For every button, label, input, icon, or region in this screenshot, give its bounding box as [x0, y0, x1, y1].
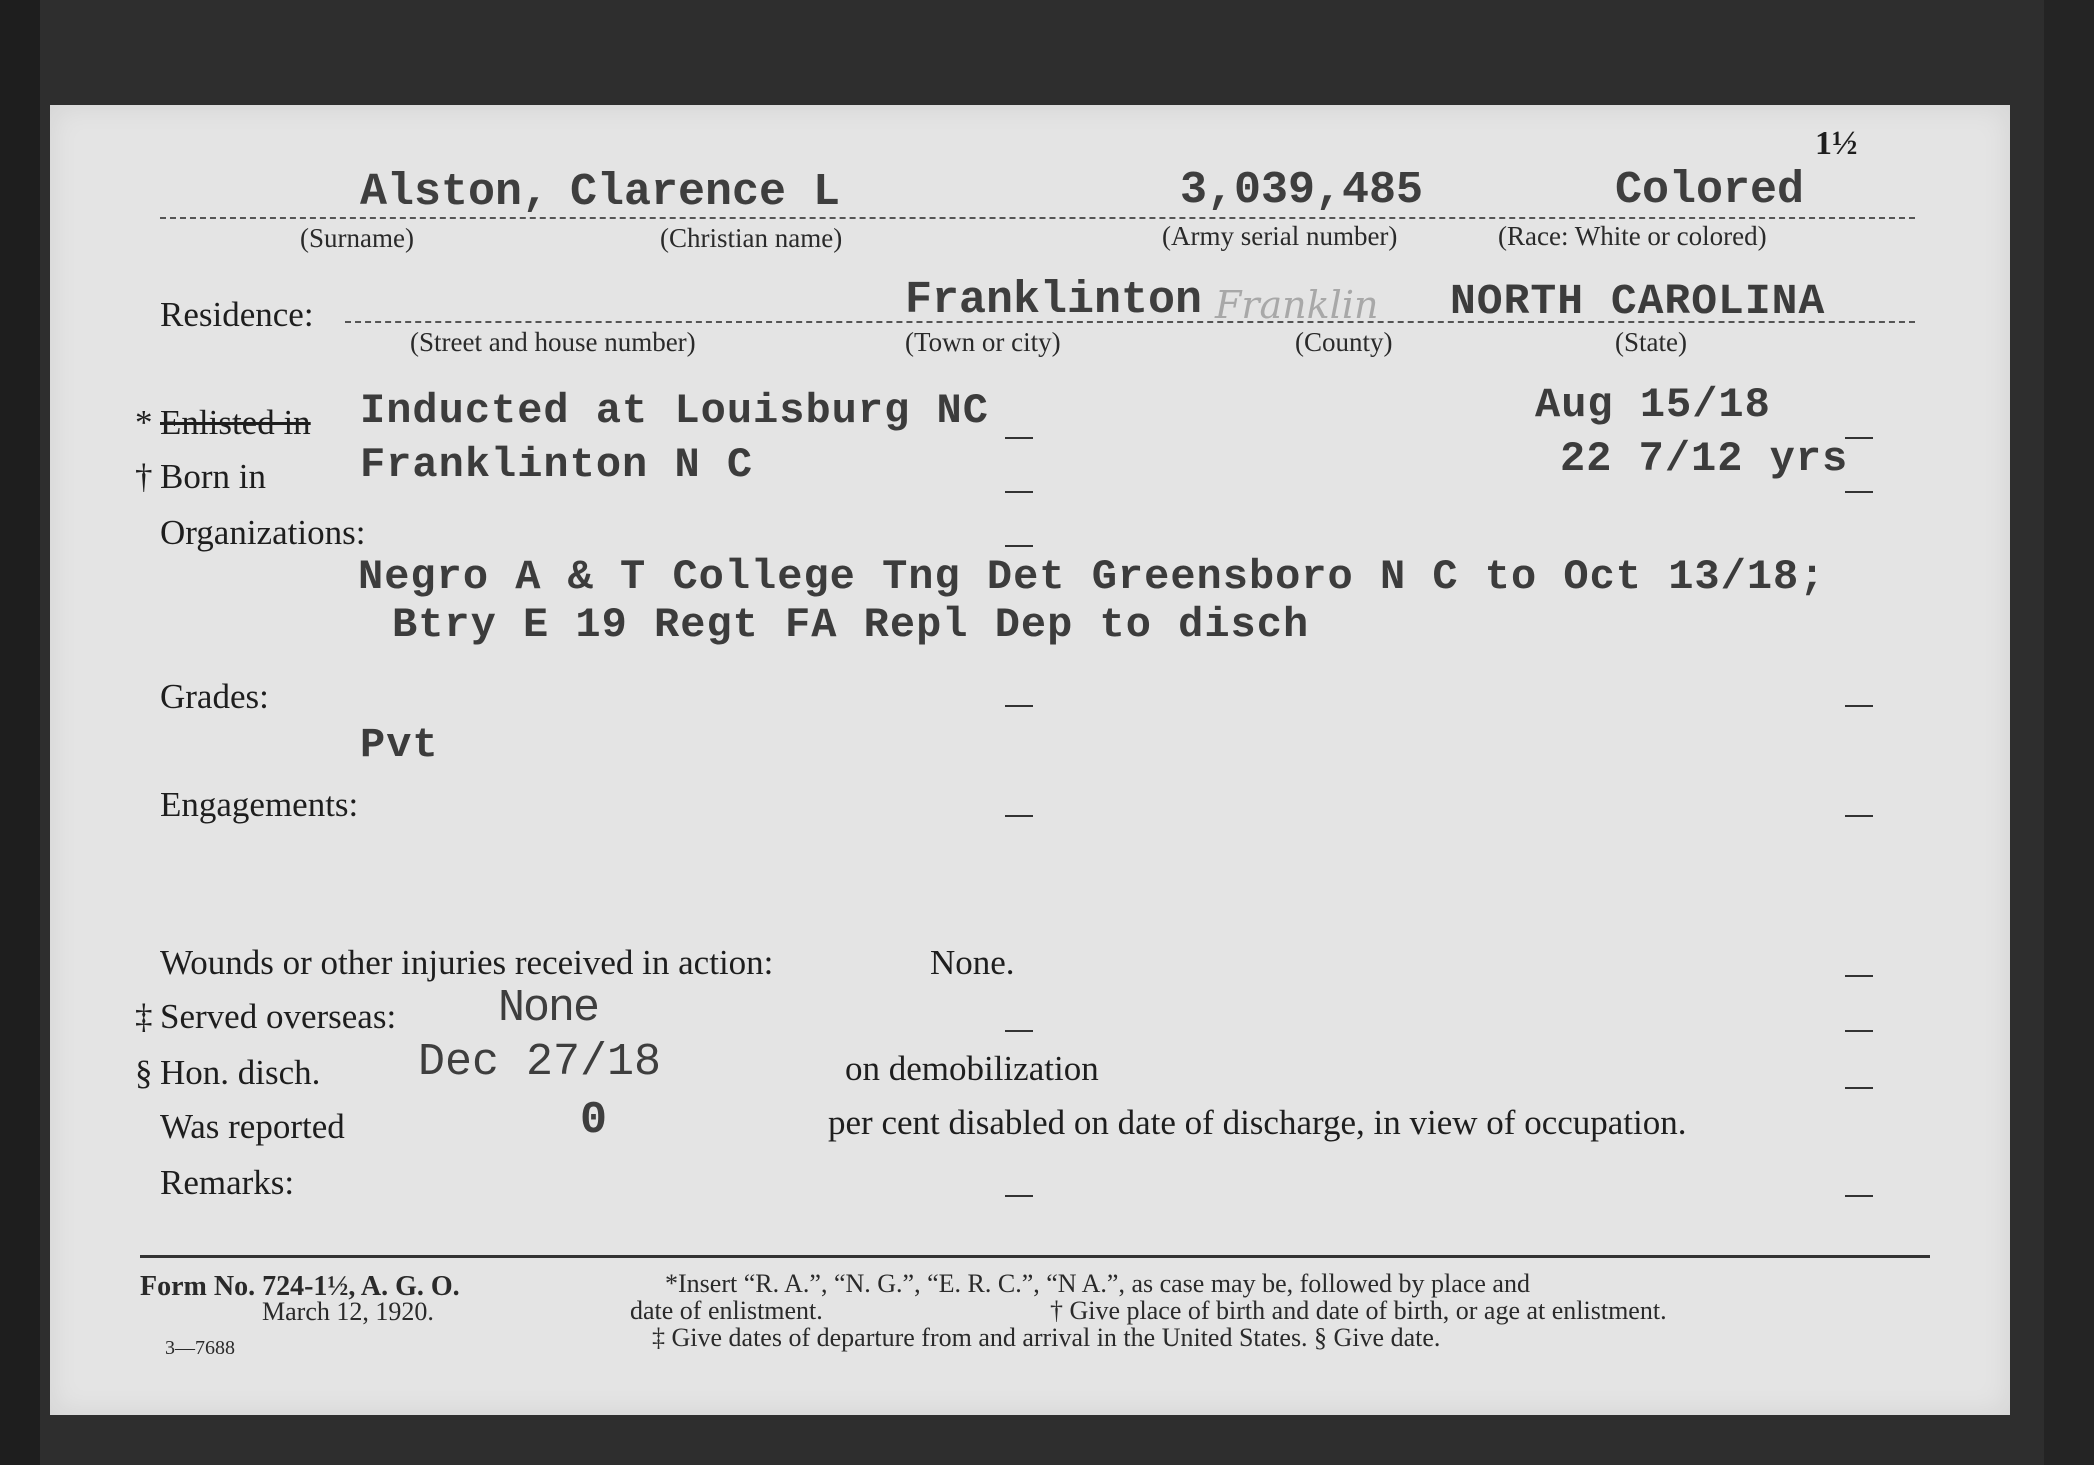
dash-mark: [1845, 705, 1873, 707]
reported-percent-value: 0: [580, 1095, 608, 1146]
discharge-date-value: Dec 27/18: [418, 1037, 662, 1088]
discharge-reason: on demobilization: [845, 1049, 1099, 1088]
born-age-value: 22 7/12 yrs: [1560, 435, 1849, 483]
wounds-value: None.: [930, 943, 1015, 982]
enlisted-label: Enlisted in: [160, 403, 311, 442]
street-caption: (Street and house number): [410, 327, 696, 357]
footnote-line-2b: † Give place of birth and date of birth, or age at enlistment.: [1050, 1296, 1667, 1325]
enlisted-marker: *: [135, 403, 153, 442]
overseas-value: None: [498, 983, 599, 1034]
dash-mark: [1005, 1030, 1033, 1032]
dash-mark: [1845, 437, 1873, 439]
dash-mark: [1005, 1195, 1033, 1197]
race-value: Colored: [1615, 165, 1805, 216]
residence-town-value: Franklinton: [905, 275, 1203, 326]
dash-mark: [1845, 1087, 1873, 1089]
christian-name-value: Clarence L: [570, 167, 841, 218]
footnote-line-2a: date of enlistment.: [630, 1296, 823, 1325]
footnote-line-1: *Insert “R. A.”, “N. G.”, “E. R. C.”, “N A.”, as case may be, followed by place and: [665, 1269, 1530, 1298]
enlisted-date-value: Aug 15/18: [1535, 381, 1771, 429]
wounds-label: Wounds or other injuries received in action:: [160, 943, 774, 982]
enlisted-value: Inducted at Louisburg NC: [360, 387, 989, 435]
residence-state-value: NORTH CAROLINA: [1450, 277, 1826, 326]
overseas-label: Served overseas:: [160, 997, 397, 1036]
dash-mark: [1845, 1030, 1873, 1032]
overseas-marker: ‡: [135, 997, 153, 1036]
grades-label: Grades:: [160, 677, 269, 716]
print-code: 3—7688: [165, 1337, 235, 1359]
scan-border-right: [2044, 0, 2094, 1465]
organizations-line-1: Negro A & T College Tng Det Greensboro N C to Oct 13/18;: [358, 553, 1826, 601]
engagements-label: Engagements:: [160, 785, 359, 824]
reported-text: per cent disabled on date of discharge, in view of occupation.: [828, 1103, 1687, 1142]
residence-county-handwritten: Franklin: [1215, 283, 1379, 327]
reported-label: Was reported: [160, 1107, 345, 1146]
born-label: Born in: [160, 457, 266, 496]
christian-name-caption: (Christian name): [660, 223, 843, 253]
dash-mark: [1005, 705, 1033, 707]
surname-value: Alston,: [360, 167, 550, 218]
state-caption: (State): [1615, 327, 1687, 357]
race-caption: (Race: White or colored): [1498, 221, 1767, 251]
serial-number-value: 3,039,485: [1180, 165, 1424, 216]
dash-mark: [1005, 545, 1033, 547]
form-date: March 12, 1920.: [262, 1297, 434, 1326]
residence-label: Residence:: [160, 295, 314, 334]
dash-mark: [1005, 491, 1033, 493]
service-record-card: [50, 105, 2010, 1415]
dash-mark: [1005, 815, 1033, 817]
organizations-label: Organizations:: [160, 513, 366, 552]
form-number: Form No. 724-1½, A. G. O.: [140, 1271, 460, 1302]
dash-mark: [1845, 815, 1873, 817]
dash-mark: [1845, 491, 1873, 493]
discharge-label: Hon. disch.: [160, 1053, 321, 1092]
grades-value: Pvt: [360, 721, 439, 769]
born-value: Franklinton N C: [360, 441, 754, 489]
footer-rule: [140, 1255, 1930, 1258]
serial-number-caption: (Army serial number): [1162, 221, 1398, 251]
dash-mark: [1845, 1195, 1873, 1197]
county-caption: (County): [1295, 327, 1393, 357]
discharge-marker: §: [135, 1053, 153, 1092]
residence-line: [345, 321, 1915, 323]
header-line: [160, 217, 1915, 219]
organizations-line-2: Btry E 19 Regt FA Repl Dep to disch: [392, 601, 1310, 649]
born-marker: †: [135, 457, 153, 496]
card-number: 1½: [1815, 125, 1858, 162]
surname-caption: (Surname): [300, 223, 414, 253]
dash-mark: [1005, 437, 1033, 439]
town-caption: (Town or city): [905, 327, 1061, 357]
footnote-line-3: ‡ Give dates of departure from and arrival in the United States. § Give date.: [652, 1323, 1441, 1352]
dash-mark: [1845, 975, 1873, 977]
remarks-label: Remarks:: [160, 1163, 295, 1202]
scan-border-left: [0, 0, 40, 1465]
